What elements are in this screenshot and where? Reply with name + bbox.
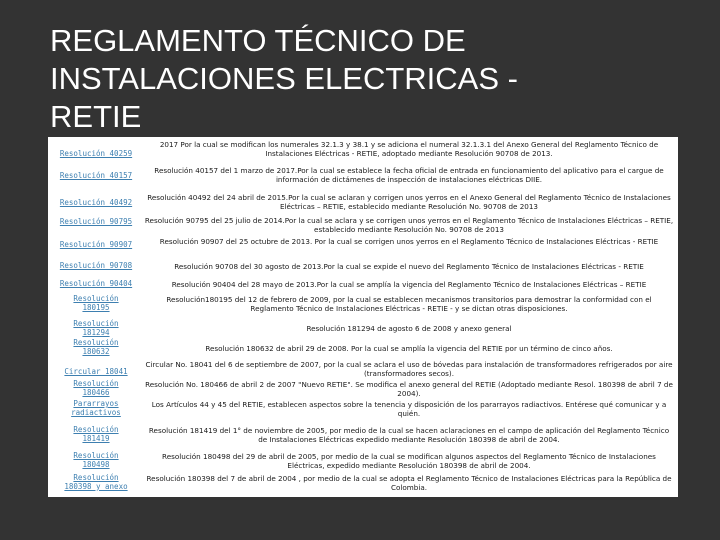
resolution-description: Resolución 40492 del 24 abril de 2015.Por la cual se aclaran y corrigen unos yerros en el Anexo General del Reglamento Técnico de Instalaciones Eléctricas – RETIE, establecido mediante Resolución No. 90708 de 2013 bbox=[147, 193, 671, 212]
resolution-description: Resolución 40157 del 1 marzo de 2017.Por la cual se establece la fecha oficial de entrada en funcionamiento del aplicativo para el cargue de información de dictámenes de inspección de instalaciones eléctricas DIIE. bbox=[154, 166, 664, 185]
resolution-link[interactable]: Circular 18041 bbox=[64, 367, 128, 376]
resolution-description: Resolución 90708 del 30 agosto de 2013.Por la cual se expide el nuevo del Reglamento Técnico de Instalaciones Eléctricas - RETIE bbox=[174, 262, 644, 271]
resolution-description: Resolución 90907 del 25 octubre de 2013. Por la cual se corrigen unos yerros en el Reglamento Técnico de Instalaciones Eléctricas - RETIE bbox=[159, 237, 659, 246]
resolution-description: Resolución 180498 del 29 de abril de 2005, por medio de la cual se modifican algunos aspectos del Reglamento Técnico de Instalaciones Eléctricas, expedido mediante Resolución 180398 de abril de 2004. bbox=[162, 452, 656, 471]
resolution-description: Los Artículos 44 y 45 del RETIE, establecen aspectos sobre la tenencia y disposición de los pararrayos radiactivos. Entérese qué comunicar y a quién. bbox=[151, 400, 667, 419]
resolution-link[interactable]: Pararrayos radiactivos bbox=[71, 399, 121, 417]
resolutions-panel bbox=[48, 137, 678, 497]
resolution-description: Resolución 180398 del 7 de abril de 2004 , por medio de la cual se adopta el Reglamento Técnico de Instalaciones Eléctricas para la República de Colombia. bbox=[146, 474, 672, 493]
resolution-description: Resolución 90795 del 25 julio de 2014.Por la cual se aclara y se corrigen unos yerros en el Reglamento Técnico de Instalaciones Eléctricas – RETIE, establecido mediante Resolución No. 90708 de 2013 bbox=[144, 216, 674, 235]
resolution-link[interactable]: Resolución 181294 bbox=[73, 319, 119, 337]
resolution-link[interactable]: Resolución 180398 y anexo bbox=[64, 473, 128, 491]
resolution-link[interactable]: Resolución 90795 bbox=[59, 217, 133, 226]
resolution-link[interactable]: Resolución 90404 bbox=[59, 279, 133, 288]
resolution-description: Resolución 90404 del 28 mayo de 2013.Por la cual se amplía la vigencia del Reglamento Técnico de Instalaciones Eléctricas – RETIE bbox=[171, 280, 647, 289]
resolution-link[interactable]: Resolución 40492 bbox=[59, 198, 133, 207]
resolution-link[interactable]: Resolución 181419 bbox=[73, 425, 119, 443]
resolution-link[interactable]: Resolución 40157 bbox=[59, 171, 133, 180]
resolution-description: 2017 Por la cual se modifican los numerales 32.1.3 y 38.1 y se adiciona el numeral 32.1.3.1 del Anexo General del Reglamento Técnico de Instalaciones Eléctricas - RETIE, adoptado mediante Resolución 90708 de 2013. bbox=[159, 140, 659, 159]
resolution-link[interactable]: Resolución 180498 bbox=[73, 451, 119, 469]
resolution-description: Resolución 180632 de abril 29 de 2008. Por la cual se amplía la vigencia del RETIE por un término de cinco años. bbox=[205, 344, 613, 353]
resolution-description: Resolución No. 180466 de abril 2 de 2007 "Nuevo RETIE". Se modifica el anexo general del RETIE (Adoptado mediante Resol. 180398 de abril 7 de 2004). bbox=[145, 380, 673, 399]
resolution-description: Resolución 181419 del 1° de noviembre de 2005, por medio de la cual se hacen aclaraciones en el campo de aplicación del Reglamento Técnico de Instalaciones Eléctricas expedido mediante Resolución 180398 de abril de 2004. bbox=[148, 426, 670, 445]
resolution-link[interactable]: Resolución 40259 bbox=[59, 149, 133, 158]
resolution-description: Resolución180195 del 12 de febrero de 2009, por la cual se establecen mecanismos transitorios para demostrar la conformidad con el Reglamento Técnico de Instalaciones Eléctricas - RETIE - y se dictan otras disposiciones. bbox=[166, 295, 652, 314]
resolution-link[interactable]: Resolución 90907 bbox=[59, 240, 133, 249]
resolution-link[interactable]: Resolución 90708 bbox=[59, 261, 133, 270]
resolution-description: Resolución 181294 de agosto 6 de 2008 y anexo general bbox=[306, 324, 512, 333]
resolution-link[interactable]: Resolución 180632 bbox=[73, 338, 119, 356]
resolution-link[interactable]: Resolución 180195 bbox=[73, 294, 119, 312]
slide-title: REGLAMENTO TÉCNICO DE INSTALACIONES ELECTRICAS - RETIE bbox=[50, 23, 518, 134]
resolution-link[interactable]: Resolución 180466 bbox=[73, 379, 119, 397]
resolution-description: Circular No. 18041 del 6 de septiembre de 2007, por la cual se aclara el uso de bóvedas para instalación de transformadores refrigerados por aire (transformadores secos). bbox=[145, 360, 673, 379]
